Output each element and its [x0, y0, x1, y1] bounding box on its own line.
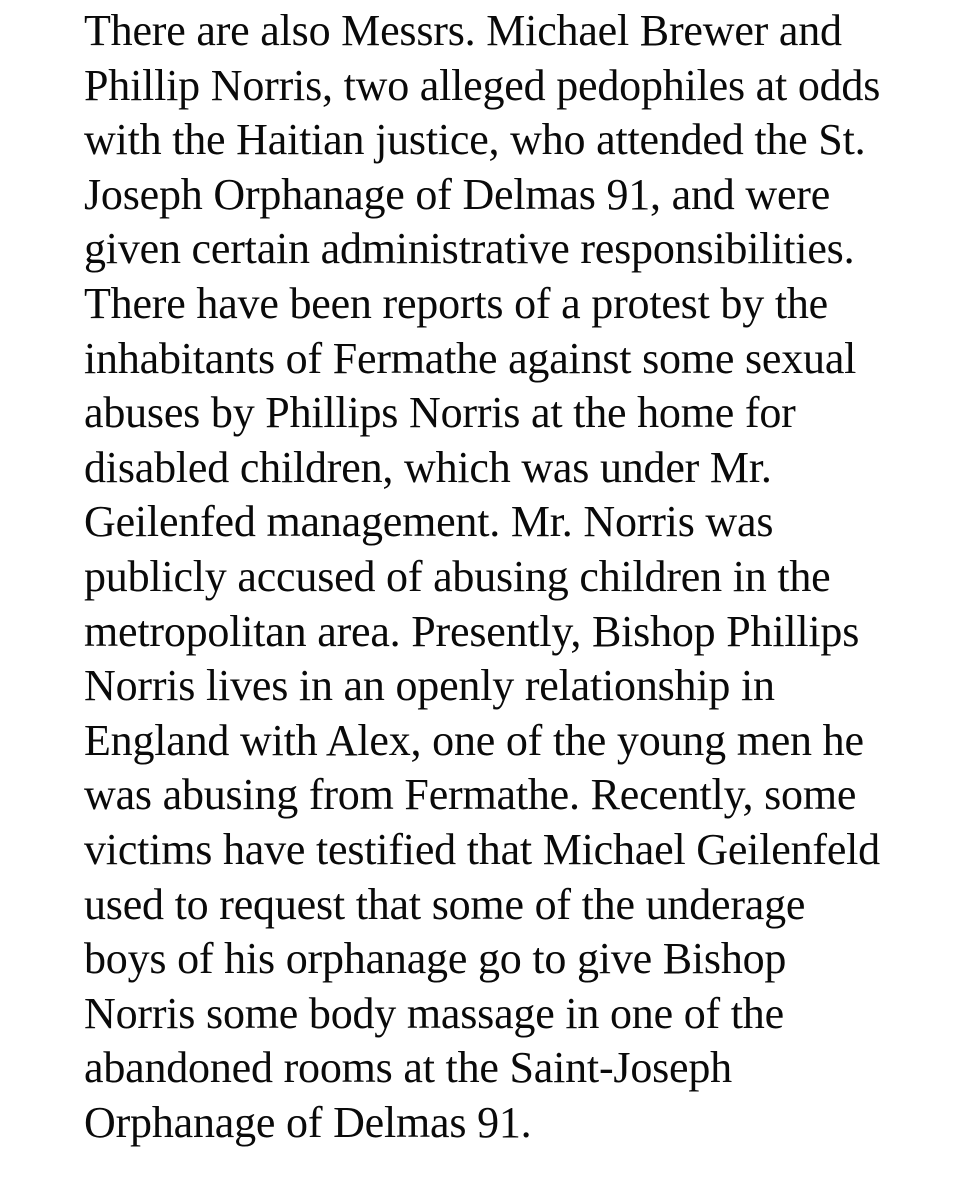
text-line: publicly accused of abusing children in the — [84, 551, 831, 601]
text-line: victims have testified that Michael Geilenfeld — [84, 824, 880, 874]
text-line: with the Haitian justice, who attended the St. — [84, 115, 866, 165]
text-line: Orphanage of Delmas 91. — [84, 1097, 532, 1147]
text-line: Phillip Norris, two alleged pedophiles at odds — [84, 60, 881, 110]
text-line: abandoned rooms at the Saint-Joseph — [84, 1043, 732, 1093]
text-line: boys of his orphanage go to give Bishop — [84, 934, 787, 984]
text-line: was abusing from Fermathe. Recently, some — [84, 770, 857, 820]
text-line: Norris lives in an openly relationship in — [84, 661, 775, 711]
text-line: metropolitan area. Presently, Bishop Phillips — [84, 606, 860, 656]
body-paragraph — [84, 4, 944, 1150]
text-line: used to request that some of the underage — [84, 879, 806, 929]
text-line: Norris some body massage in one of the — [84, 988, 784, 1038]
text-line: Joseph Orphanage of Delmas 91, and were — [84, 169, 831, 219]
text-line: There are also Messrs. Michael Brewer and — [84, 6, 842, 55]
text-line: England with Alex, one of the young men he — [84, 715, 864, 765]
text-line: disabled children, which was under Mr. — [84, 442, 772, 492]
text-line: Geilenfed management. Mr. Norris was — [84, 497, 774, 547]
text-line: given certain administrative responsibilities. — [84, 224, 855, 274]
text-line: inhabitants of Fermathe against some sexual — [84, 333, 857, 383]
text-line: There have been reports of a protest by the — [84, 278, 828, 328]
text-line: abuses by Phillips Norris at the home for — [84, 388, 796, 438]
